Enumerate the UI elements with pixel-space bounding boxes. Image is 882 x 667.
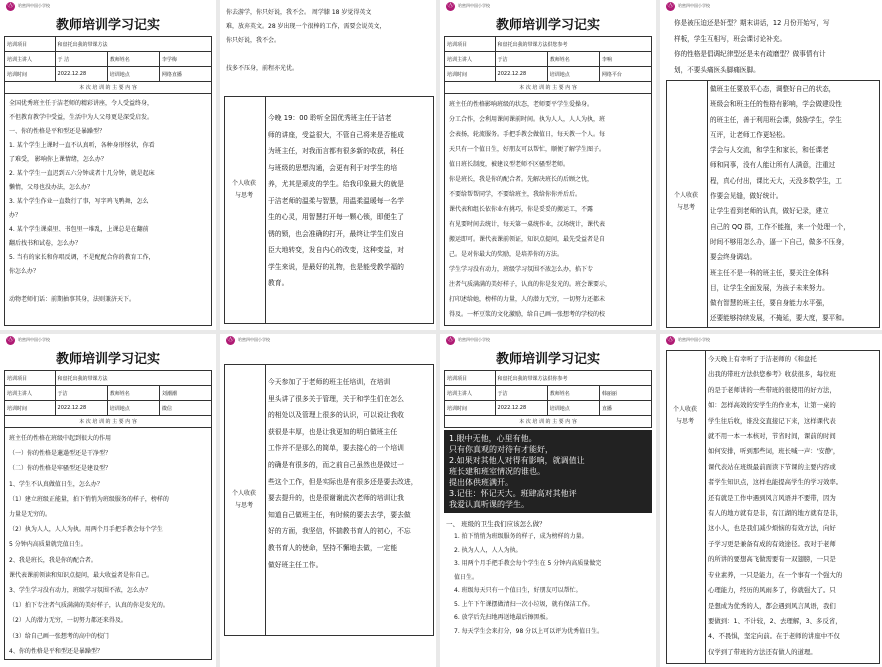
school-name: 哈密四中国小学校	[458, 3, 490, 8]
document-page-4	[660, 0, 882, 330]
project-label: 培训项目	[445, 371, 496, 386]
body-line: 分工合作，会利用课间课前时间。执为人人，人人为执，班	[449, 116, 606, 123]
body-line: 让学生看到老师的认真，做好记录，建立	[710, 207, 829, 216]
speaker-label: 培训主讲人	[5, 386, 56, 401]
body-line: 程，真心付出，课比天大，天没多数学生，工	[710, 176, 842, 185]
body-line: 子学习更是兼备有成的有效途径。我对于老师	[708, 539, 836, 548]
speaker-value: 于洁	[495, 52, 547, 67]
body-line: 的所讲的要想高飞做需要有一双翅膀，一只是	[708, 555, 836, 564]
document-page-1	[0, 0, 216, 330]
school-logo-icon: Ⓐ	[447, 336, 454, 343]
info-table	[444, 370, 652, 416]
body-line: 班主任不是一科的班主任，要关注全体科	[710, 268, 829, 277]
speaker-value: 于 洁	[55, 52, 107, 67]
place-value: 网络直播	[159, 67, 211, 82]
school-name: 哈密四中国小学校	[238, 337, 270, 342]
body-line: 课代表和组长依你业有挑巧，你是妥妥的搬运工，不露	[449, 206, 594, 213]
info-table	[4, 36, 212, 82]
body-line: 己。是对你最大的奖励，是培养你的方法。	[449, 251, 564, 258]
project-value: 和盘托出我的带课方法	[55, 371, 211, 386]
teacher-value: 李响	[599, 52, 651, 67]
project-label: 培训项目	[5, 37, 56, 52]
school-name: 哈密四中国小学校	[678, 3, 710, 8]
body-line: 了难受， 影响你上课情绪，怎么办？	[9, 156, 107, 163]
body-line: 学生学习没有动力，班级学习氛围不浓怎么办，掐下专	[449, 266, 594, 273]
info-table	[4, 370, 212, 416]
school-name: 哈密四中国小学校	[678, 337, 710, 342]
main-content-heading: 本 次 培 训 的 主 要 内 容	[4, 416, 212, 428]
body-line: 办？	[9, 212, 22, 219]
reflection-label: 个人收获 与思考	[231, 180, 256, 199]
body-line: 不要给帮帮同学，不要给班主，我给你你并后后。	[449, 191, 582, 198]
info-table	[444, 36, 652, 82]
document-page-7	[440, 334, 656, 667]
body-line: 划，不要头痛医头脚痛医脚。	[674, 65, 760, 74]
body-line: 要会终身调动。	[710, 253, 757, 262]
body-line: 教育。	[268, 279, 289, 287]
note-line: 提出体供班满开。	[449, 478, 513, 487]
body-line: 作要会见缝，做好统计。	[710, 192, 783, 201]
page-header	[0, 0, 216, 12]
list-item: 6. 放学后先扫地再送地最后擦黑板。	[454, 614, 552, 621]
body-line: （1）拍下专注者气质满满的美好样子，认真的你是发光的。	[9, 602, 169, 610]
body-line: 班级会和班主任的性格有影响，学会做建设性	[710, 100, 842, 109]
body-line: 你去游学，你只好说，我不会。 周学膝 18 岁觉得英文	[226, 9, 372, 16]
school-logo-icon: Ⓐ	[667, 2, 674, 9]
body-line: 值日班长制度，被建议型老师不区骚型老师。	[449, 161, 570, 168]
body-line: （一）你的性格是邋遢型还是干净型？	[9, 450, 112, 458]
place-label: 培训地点	[547, 401, 599, 416]
body-line: 今天晚上有幸听了于洁老师的《和盘托	[708, 355, 817, 363]
teacher-value: 李学梅	[159, 52, 211, 67]
body-line: 目，让学生全面发展，为孩子未来努力。	[710, 283, 829, 292]
list-item: 2. 执为人人，人人为执。	[454, 546, 522, 554]
body-line: 天只有一个值日生，好朋友可以帮忙，顺便了解学生图子。	[449, 146, 606, 153]
body-line: 学生往后收，谁没交直接记下来，这样课代表	[708, 416, 836, 425]
speaker-value: 于洁	[55, 386, 107, 401]
body-line: 你只好说，我不会。	[226, 37, 281, 44]
body-line: 的班主任，善于利用班会课，鼓励学生，学生	[710, 115, 842, 124]
teacher-value: 刘潮潮	[159, 386, 211, 401]
body-line: （二）你的性格是牢骚型还是建设型？	[9, 465, 112, 473]
body-line: 学会与人交流，和学生和家长，和任课老	[710, 146, 829, 155]
body-line: 是想成为优秀的人，都会遇到风言风语，我们	[708, 601, 836, 610]
school-logo-icon: Ⓐ	[7, 2, 14, 9]
page-header	[440, 334, 656, 346]
main-content-heading: 本 次 培 训 的 主 要 内 容	[4, 82, 212, 94]
document-page-2	[220, 0, 436, 330]
body-line: 做班主任要放平心态，调整好自己的状态，	[710, 85, 836, 93]
body-line: （2）执为人人，人人为执。用两个月手把手教会每个学生	[9, 526, 163, 534]
body-line: 会表扬，轮流服务。手把手教会做值日，每天教一个人。每	[449, 131, 606, 138]
body-line: 就不用一本一本核对，节省时间，课前的时间	[708, 432, 836, 441]
body-line: 自己的 QQ 群，工作不能拖，来一个处理一个，	[710, 222, 850, 231]
reflection-text	[708, 352, 876, 660]
body-line: 有见要时间去统计，每天第一桌统作业，汉场统计，课代表	[449, 221, 606, 228]
reflection-label: 个人收获 与思考	[673, 192, 698, 211]
reflection-label-cell	[666, 350, 706, 664]
body-line: 3. 某个学生作业一直数行了事，写字鸡飞鸭舞，怎么	[9, 198, 149, 205]
speaker-label: 培训主讲人	[445, 386, 496, 401]
body-line: 里头讲了很多关于管理，关于和学生们在怎么	[268, 394, 404, 403]
record-title: 教师培训学习记实	[495, 18, 600, 33]
teacher-label: 教师姓名	[547, 52, 599, 67]
list-item: 4. 班级每天只有一个值日生，好朋友可以帮忙。	[454, 587, 582, 594]
reflection-text	[268, 110, 430, 292]
school-logo-icon: Ⓐ	[7, 336, 14, 343]
body-line: 者学生知识点，这样也能提高学生的学习效率。	[708, 478, 843, 487]
teacher-label: 教师姓名	[547, 386, 599, 401]
body-line: 搬运即可。课代表课前领证，知识点提问，最先受益者是自	[449, 236, 606, 243]
document-page-6	[220, 334, 436, 667]
main-content-body	[4, 94, 212, 326]
time-value: 2022.12.28	[55, 401, 107, 416]
body-line: 还有就是工作中遇到风言风语并不要带，因为	[708, 493, 836, 502]
body-line: 于洁老师的温柔与智慧，用温柔温暖每一名学	[268, 196, 404, 205]
main-content-body	[4, 428, 212, 660]
body-line: 好的方面，我坚信，怀揣教书育人的初心，不忘	[268, 527, 411, 536]
record-title: 教师培训学习记实	[495, 352, 600, 367]
school-name: 哈密四中国小学校	[18, 3, 50, 8]
document-page-8	[660, 334, 882, 667]
school-logo-icon: Ⓐ	[447, 2, 454, 9]
speaker-value: 于洁	[495, 386, 547, 401]
note-line: 3.记住：怀记天大。班肆高对其他评	[449, 489, 577, 498]
body-line: 要做到：1、不计较，2、去理解，3、多反省，	[708, 616, 842, 625]
body-line: 你的性格是倡调纪律型还是未有疏磨型？做事情有计	[674, 50, 826, 58]
body-line: 的确是有很多的，而之前自己虽然也是做过一	[268, 460, 404, 469]
body-line: 动物老师们话：前期抽事其身，法则兼济天下。	[9, 296, 136, 303]
body-line: 今晚 19：00 聆听全国优秀班主任于洁老	[268, 114, 392, 122]
body-line: 不但教育教学中受益，生活中为人父母更是深受启发。	[9, 114, 154, 121]
cleanup-list	[440, 530, 656, 638]
body-line: 师和同事，没有人能让所有人满意，注重过	[710, 161, 836, 170]
list-item: 7. 每天学生会来打分，98 分以上可以评为优秀值日生。	[454, 627, 604, 635]
speaker-label: 培训主讲人	[5, 52, 56, 67]
body-line: 学生来说，是最好的礼物，也是能受教学福的	[268, 262, 404, 271]
body-line: 养，尤其是顽皮的学生。给我印象最大的就是	[268, 180, 404, 188]
body-line: 全国优秀班主任于洁老师的精彩讲座，令人受益终身，	[9, 100, 154, 107]
body-line: 还要能够持续发展，不掩延，要大度，要平和。	[710, 314, 849, 323]
body-line: 4. 某个学生课桌里、书包里一堆乱，上课总是在翻前	[9, 226, 149, 233]
school-logo-icon: Ⓐ	[667, 336, 674, 343]
body-line: 3、学生学习没有动力，班级学习氛围不浓，怎么办？	[9, 587, 151, 595]
body-line: 教书育人的使命，坚持不懈地去做，一定能	[268, 543, 398, 552]
teacher-value: 韩丽丽	[599, 386, 651, 401]
time-value: 2022.12.28	[55, 67, 107, 82]
body-line: 你是被压迫还是奸型？期末讲话，12 月份开始写，写	[674, 19, 830, 27]
body-line: 课代表课前领读和知识点提问，最大收益者是你自己。	[9, 571, 154, 579]
body-line	[9, 279, 207, 293]
place-value: 微信	[159, 401, 211, 416]
body-line: 为班主任，对我而言都有很多新的收获，科任	[268, 147, 404, 155]
note-line: 我爱认真听课的学生。	[449, 500, 529, 509]
main-content-body	[444, 94, 652, 326]
body-line: 难，放弃英文。28 岁出现一个很棒的工作，需要会说英文，	[226, 23, 386, 30]
note-line: 1.眼中无他，心里有他。	[449, 434, 537, 443]
time-value: 2022.12.28	[495, 67, 547, 82]
body-line: 你是班长，我是你的配合者。先解决班长的后顾之忧，	[449, 176, 594, 183]
body-line: 心理能力，经历的风雨多了，你就强大了。只	[708, 586, 836, 595]
body-line: 臣大地转变，发自内心的改变，这种变益，对	[268, 246, 404, 254]
body-line: 获很是丰厚，也是让我更加的明白做班主任	[268, 427, 398, 436]
body-line: 懒惰，父母也没办法，怎么办？	[9, 184, 94, 191]
school-name: 哈密四中国小学校	[458, 337, 490, 342]
project-value: 和盘托出我的带课方法供您参考	[495, 37, 651, 52]
reflection-label: 个人收获 与思考	[672, 406, 697, 425]
reflection-text	[268, 374, 430, 573]
continued-text	[226, 6, 432, 76]
list-item: 5. 上午下午课摆做清扫一次小垃圾，就有保洁工作。	[454, 600, 594, 608]
body-line: 2、我是班长，我是你的配合者。	[9, 556, 97, 564]
body-line: 互评，让老师工作更轻松。	[710, 130, 790, 139]
body-line: 1. 某个学生上课时一直不认真听，各种身形怪状，你看	[9, 142, 155, 149]
body-line: 4、你的性格是平和型还是暴躁型？	[9, 647, 103, 655]
record-title: 教师培训学习记实	[55, 18, 160, 33]
time-label: 培训时间	[5, 401, 56, 416]
teacher-label: 教师姓名	[107, 386, 159, 401]
page-header	[220, 334, 436, 346]
body-line: （2）人的潜力无穷，一切努力都还来得及。	[9, 617, 127, 625]
main-content-heading: 本 次 培 训 的 主 要 内 容	[444, 82, 652, 94]
place-label: 培训地点	[107, 401, 159, 416]
project-value: 和盘托出我的带课方法	[55, 37, 211, 52]
body-line: 一、你的性格是平和型还是暴躁型？	[9, 128, 106, 135]
body-line: 师的讲座，受益很大，不管自己将来是否能成	[268, 130, 404, 139]
list-item: 3. 用两个月手把手教会每个学生在 5 分钟内高质量做完	[454, 560, 602, 567]
note-line: 只有你真观的对待有才能好，	[449, 445, 553, 454]
document-page-5	[0, 334, 216, 667]
place-label: 培训地点	[107, 67, 159, 82]
body-line: 1、学生不认真做值日生，怎么办？	[9, 480, 103, 488]
body-line: 要去提升的，也是很谢谢此次老师的培训让我	[268, 494, 404, 503]
time-value: 2022.12.28	[495, 401, 547, 416]
body-line: 班主任的性格在班级中起到很大的作用	[9, 435, 112, 442]
body-line: 技多不压身，前程亦光优。	[226, 65, 299, 72]
body-line: 锈的锁，也会准确的打开，最终让学生们发自	[268, 229, 404, 238]
body-line: 班主任的性格影响班级的状态，老师要平学生爱操身。	[449, 101, 594, 108]
main-content-heading: 本 次 培 训 的 主 要 内 容	[444, 416, 652, 428]
body-line: 时间不够用怎么办，逼一下自己，做多不压身，	[710, 237, 849, 246]
page-header	[660, 334, 882, 346]
body-line: 课代表站在班级最前面读下节课的主要内容或	[708, 462, 836, 471]
body-line: 的相处以及管理上很多的认识，可以说让我收	[268, 411, 404, 420]
body-line: 翻后找书和试卷，怎么办？	[9, 240, 82, 247]
body-line: 如何安排，听到那些词，班长喊一声：'安静'，	[708, 447, 840, 456]
teacher-label: 教师姓名	[107, 52, 159, 67]
list-item: 值日生。	[454, 573, 479, 581]
body-line: 你怎么办？	[9, 268, 40, 275]
reflection-text	[710, 82, 876, 327]
body-line: 有人的地方就有是非，有江湖的地方就有是非，	[708, 509, 843, 518]
list-item: 1. 拍下悄悄为班级服务的样子，成为榜样的力量。	[454, 533, 588, 540]
body-line: 的是于老师讲的一些带班的很使用的好方法，	[708, 385, 836, 394]
body-line: 得及。一杯豆浆的文化激励，给自己画一张想考的学校的校	[449, 311, 606, 318]
page-header	[440, 0, 656, 12]
body-line	[226, 48, 432, 62]
handwritten-note-image	[444, 430, 652, 513]
body-line: 工作并不是那么的简单，要去接心的一个培训	[268, 444, 404, 453]
body-line: 5. 当有的家长和你唱反调，不是配配合你的教育工作，	[9, 254, 155, 261]
reflection-label: 个人收获 与思考	[231, 490, 256, 509]
body-line: 出我的带班方法供您参考》收获很多，每位班	[708, 370, 836, 379]
body-line: 2. 某个学生一直迟到五六分钟或者十几分钟，就是起床	[9, 170, 155, 177]
speaker-label: 培训主讲人	[445, 52, 496, 67]
body-line: 专业素养，一只是能力，在一个事有一个强大的	[708, 570, 843, 579]
body-line: 做有智慧的班主任，要自身能力水平强，	[710, 299, 829, 308]
time-label: 培训时间	[445, 401, 496, 416]
body-line: 4、不畏惧，坚定向前。在于老师的讲座中不仅	[708, 632, 840, 641]
body-line: 注者气质满满的美好样子，认真的你是发光的。班会课要示，	[449, 281, 612, 288]
project-label: 培训项目	[445, 37, 496, 52]
body-line: 力量是无穷的。	[9, 511, 52, 519]
continued-text	[674, 16, 880, 78]
body-line: （1）建立班级正能量，拍下悄悄为班级服务的样子，榜样的	[9, 495, 169, 503]
body-line: 与班级的思想沟通，会更有利于对学生的培	[268, 163, 398, 172]
record-title: 教师培训学习记实	[55, 352, 160, 367]
body-line: 今天参加了于老师的班主任培训，在培训	[268, 378, 391, 386]
time-label: 培训时间	[445, 67, 496, 82]
body-line: 知道自己做班主任，有时候的要去去学，要去做	[268, 510, 411, 519]
project-value: 和盘托出我的带课方法供你参考	[495, 371, 651, 386]
body-line: （3）给自己画一张想考的高中的校门	[9, 632, 109, 640]
document-page-3	[440, 0, 656, 330]
place-value: 直播	[599, 401, 651, 416]
body-line: 5 分钟内高质量就完值日生。	[9, 541, 87, 549]
body-line: 如：怎样高效的安学生的作业本，让第一桌的	[708, 401, 836, 410]
section-question: 一、 班级的卫生我们应该怎么做？	[446, 520, 546, 528]
body-line: 样板，学生互相写，班会课讨论补充。	[674, 34, 787, 43]
place-label: 培训地点	[547, 67, 599, 82]
body-line: 做好班主任工作。	[268, 560, 323, 569]
school-name: 哈密四中国小学校	[18, 337, 50, 342]
project-label: 培训项目	[5, 371, 56, 386]
page-header	[0, 334, 216, 346]
body-line: 生的心灵，用智慧打开每一颗心锁，即便生了	[268, 213, 404, 221]
reflection-label-cell	[224, 96, 266, 324]
note-line: 班长建和班室情况的谁也。	[449, 467, 545, 476]
body-line: 些这个工作，但是实际也是有很多还是要去改进，	[268, 477, 418, 486]
page-header	[660, 0, 882, 12]
body-line: 仅学到了带班的方法还有做人的道理。	[708, 647, 817, 656]
time-label: 培训时间	[5, 67, 56, 82]
place-value: 网络平台	[599, 67, 651, 82]
note-line: 2.如果对其他人对得有影响，就调值让	[449, 456, 585, 465]
body-line: 打印述给她，榜样的力量，人的潜力无穷，一切努力还都未	[449, 296, 606, 303]
school-logo-icon: Ⓐ	[227, 336, 234, 343]
body-line: 这小人，也是我们减少烦恼的有效方法，向好	[708, 524, 836, 533]
